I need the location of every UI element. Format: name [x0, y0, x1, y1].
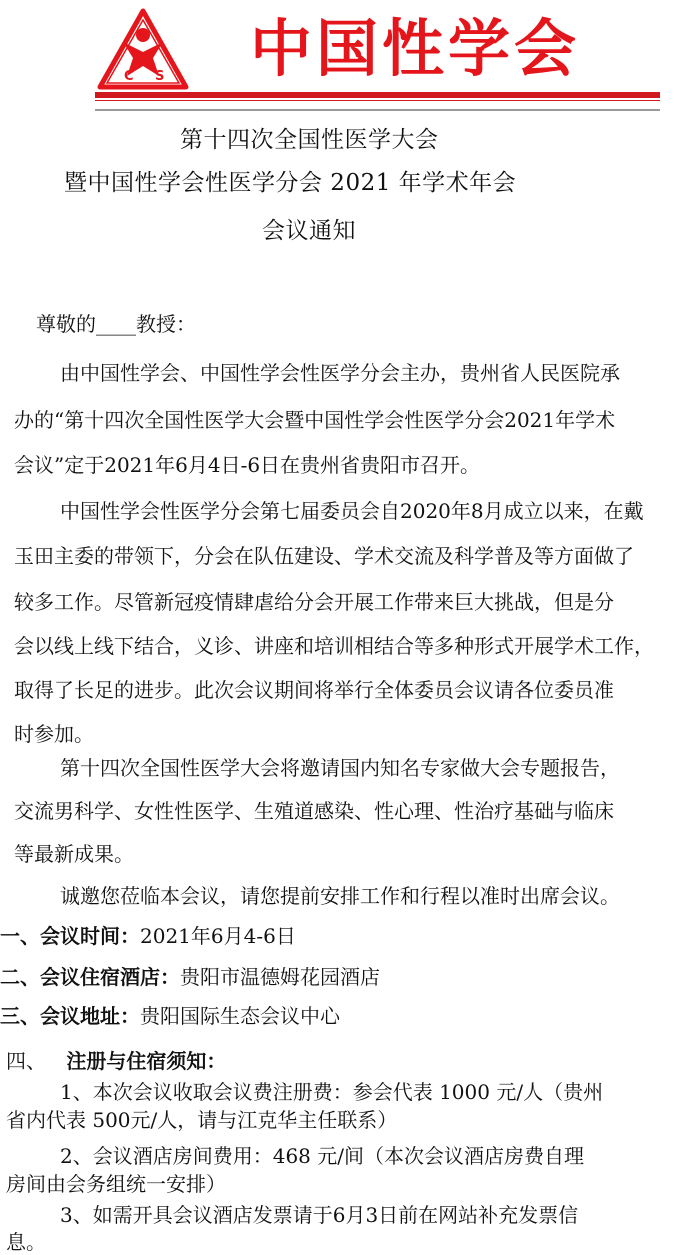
section-label: 三、会议地址： [0, 1004, 140, 1028]
paragraph-line: 诚邀您莅临本会议，请您提前安排工作和行程以准时出席会议。 [60, 884, 620, 908]
title-line-1: 第十四次全国性医学大会 [180, 127, 439, 153]
title-line-2: 暨中国性学会性医学分会 2021 年学术年会 [64, 170, 517, 196]
registration-line: 2、会议酒店房间费用：468 元/间（本次会议酒店房费自理 [60, 1144, 584, 1168]
section-label: 二、会议住宿酒店： [0, 965, 180, 989]
section-address [0, 1000, 340, 1029]
section-hotel [0, 961, 380, 990]
section-value: 2021年6月4-6日 [140, 924, 296, 948]
paragraph-line: 取得了长足的进步。此次会议期间将举行全体委员会议请各位委员准 [14, 678, 614, 702]
paragraph-line: 会议”定于2021年6月4日-6日在贵州省贵阳市召开。 [14, 453, 481, 477]
title-notice: 会议通知 [262, 218, 356, 244]
society-logo-icon [97, 8, 189, 92]
section-label: 注册与住宿须知： [66, 1049, 227, 1073]
registration-line: 房间由会务组统一安排） [6, 1172, 226, 1196]
paragraph-line: 办的“第十四次全国性医学大会暨中国性学会性医学分会2021年学术 [14, 408, 616, 432]
registration-line: 1、本次会议收取会议费注册费：参会代表 1000 元/人（贵州 [60, 1080, 604, 1104]
salutation: 尊敬的____教授： [36, 312, 196, 336]
letterhead [0, 0, 700, 115]
paragraph-line: 中国性学会性医学分会第七届委员会自2020年8月成立以来，在戴 [60, 499, 644, 523]
svg-text:C: C [124, 69, 134, 84]
org-name: 中国性学会 [250, 12, 581, 85]
paragraph-line: 时参加。 [14, 722, 94, 746]
section-value: 贵阳市温德姆花园酒店 [180, 965, 380, 989]
paragraph-line: 交流男科学、女性性医学、生殖道感染、性心理、性治疗基础与临床 [14, 799, 614, 823]
section-number: 四、 [6, 1049, 46, 1073]
paragraph-line: 第十四次全国性医学大会将邀请国内知名专家做大会专题报告， [60, 756, 620, 780]
paragraph-line: 由中国性学会、中国性学会性医学分会主办，贵州省人民医院承 [60, 361, 620, 385]
header-rule-gray [95, 109, 660, 111]
registration-line: 省内代表 500元/人，请与江克华主任联系） [6, 1108, 398, 1132]
section-label: 一、会议时间： [0, 924, 140, 948]
paragraph-line: 玉田主委的带领下，分会在队伍建设、学术交流及科学普及等方面做了 [14, 544, 634, 568]
section-value: 贵阳国际生态会议中心 [140, 1004, 340, 1028]
paragraph-line: 较多工作。尽管新冠疫情肆虐给分会开展工作带来巨大挑战，但是分 [14, 590, 614, 614]
section-registration-heading [6, 1045, 226, 1074]
header-rule-thin [95, 100, 660, 101]
paragraph-line: 等最新成果。 [14, 842, 134, 866]
svg-text:S: S [155, 69, 165, 84]
registration-line: 3、如需开具会议酒店发票请于6月3日前在网站补充发票信 [60, 1203, 579, 1227]
registration-line: 息。 [6, 1230, 46, 1254]
section-meeting-time [0, 920, 296, 949]
header-rule [95, 92, 660, 98]
paragraph-line: 会以线上线下结合，义诊、讲座和培训相结合等多种形式开展学术工作， [14, 634, 654, 658]
